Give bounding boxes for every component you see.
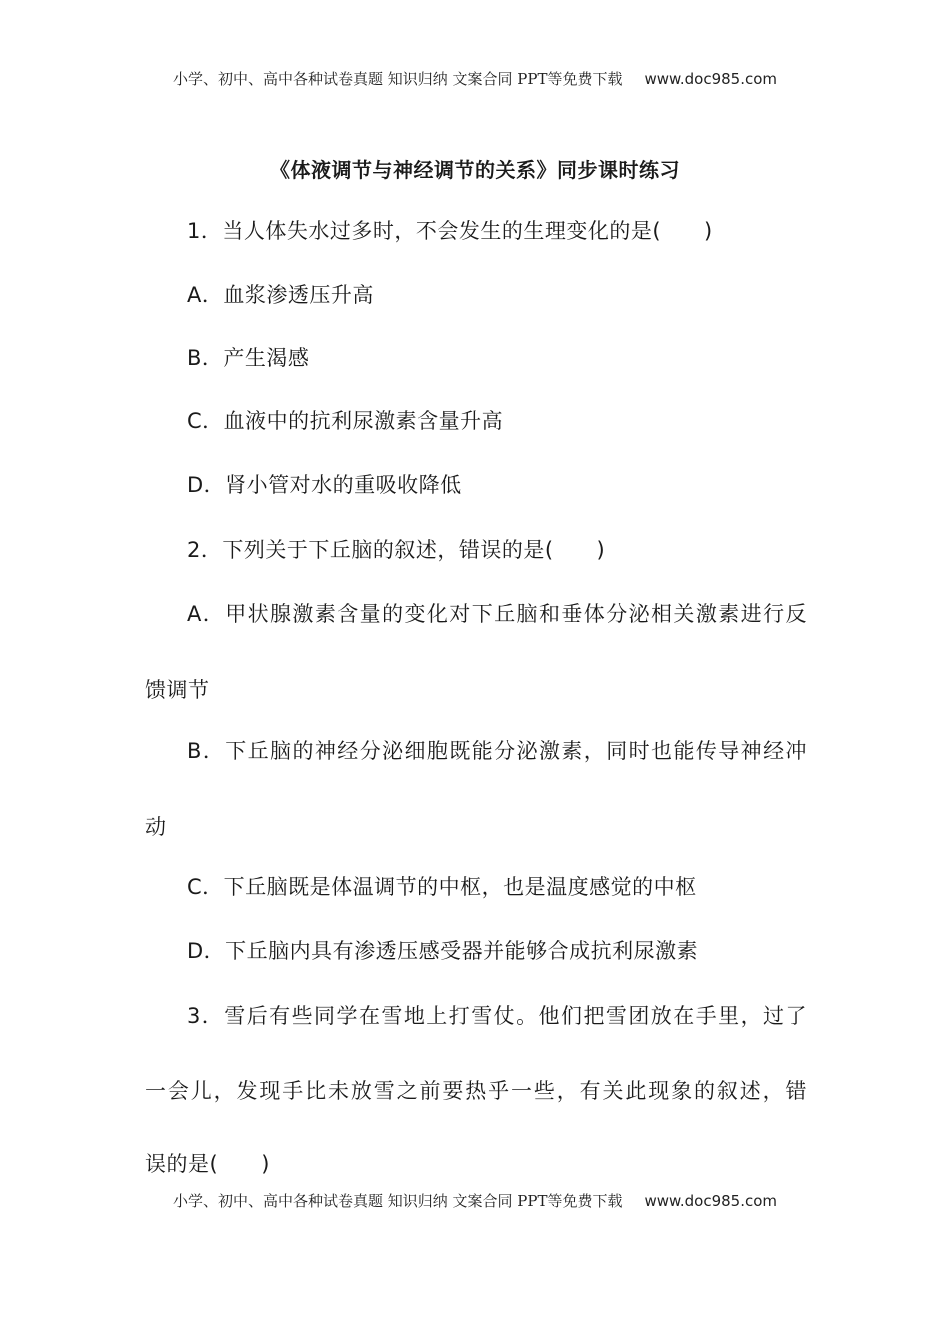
footer-text: 小学、初中、高中各种试卷真题 知识归纳 文案合同 PPT等免费下载: [172, 1192, 623, 1210]
question-1-option-d: D．肾小管对水的重吸收降低: [187, 473, 462, 497]
page-header: [0, 68, 950, 89]
question-1-option-a: A．血浆渗透压升高: [187, 283, 374, 307]
question-2-option-a-line-2: 馈调节: [145, 678, 210, 702]
question-3-stem-line-2: 一会儿，发现手比未放雪之前要热乎一些，有关此现象的叙述，错: [145, 1079, 807, 1103]
question-2-stem: 2．下列关于下丘脑的叙述，错误的是( ): [187, 538, 606, 562]
question-3-stem-line-3: 误的是( ): [145, 1152, 270, 1176]
question-2-option-b-line-2: 动: [145, 815, 167, 839]
question-1-stem: 1．当人体失水过多时，不会发生的生理变化的是( ): [187, 219, 713, 243]
document-title: 《体液调节与神经调节的关系》同步课时练习: [270, 158, 680, 182]
header-site[interactable]: www.doc985.com: [644, 70, 778, 88]
question-2-option-d: D．下丘脑内具有渗透压感受器并能够合成抗利尿激素: [187, 939, 699, 963]
header-text: 小学、初中、高中各种试卷真题 知识归纳 文案合同 PPT等免费下载: [172, 70, 623, 88]
question-1-option-c: C．血液中的抗利尿激素含量升高: [187, 409, 504, 433]
question-2-option-a-line-1: A．甲状腺激素含量的变化对下丘脑和垂体分泌相关激素进行反: [187, 602, 807, 626]
question-2-option-c: C．下丘脑既是体温调节的中枢，也是温度感觉的中枢: [187, 875, 697, 899]
page-footer: [0, 1190, 950, 1211]
question-3-stem-line-1: 3．雪后有些同学在雪地上打雪仗。他们把雪团放在手里，过了: [187, 1004, 807, 1028]
question-2-option-b-line-1: B．下丘脑的神经分泌细胞既能分泌激素，同时也能传导神经冲: [187, 739, 807, 763]
question-1-option-b: B．产生渴感: [187, 346, 310, 370]
footer-site[interactable]: www.doc985.com: [644, 1192, 778, 1210]
